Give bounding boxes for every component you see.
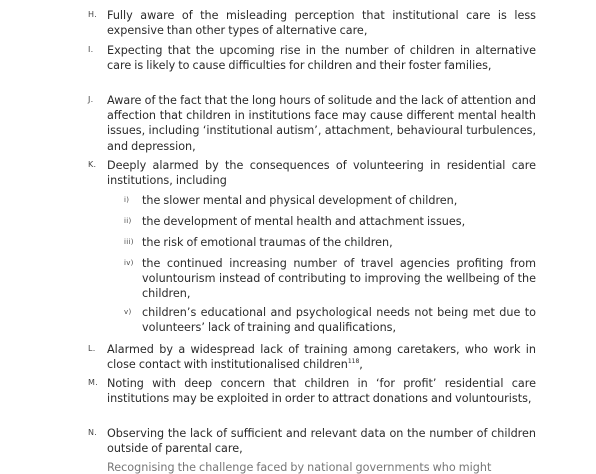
clause-marker: H. bbox=[88, 10, 98, 19]
footnote-ref: 118 bbox=[347, 358, 360, 366]
clause-m bbox=[88, 376, 536, 406]
subclause-text: the slower mental and physical development of children, bbox=[142, 194, 458, 207]
clause-n bbox=[88, 426, 536, 456]
clause-l-body: Alarmed by a widespread lack of training among caretakers, who work in close contact with institutionalised children bbox=[107, 343, 536, 372]
subclause-v bbox=[124, 305, 536, 335]
clause-text bbox=[107, 342, 536, 372]
clause-marker: K. bbox=[88, 160, 97, 169]
clause-marker: J. bbox=[88, 95, 94, 104]
subclause-text: the risk of emotional traumas of the children, bbox=[142, 236, 393, 249]
clause-marker: N. bbox=[88, 428, 98, 437]
clause-text: Aware of the fact that the long hours of solitude and the lack of attention and affection that children in institutions face may cause different mental health issues, including ‘institutional autism’, attachment, behavioural turbulences, and depression, bbox=[107, 94, 536, 153]
subclause-ii bbox=[124, 214, 536, 229]
clause-text: Observing the lack of sufficient and relevant data on the number of children outside of parental care, bbox=[107, 427, 536, 456]
subclause-text: children’s educational and psychological needs not being met due to volunteers’ lack of training and qualifications, bbox=[142, 306, 536, 335]
subclause-text: the development of mental health and attachment issues, bbox=[142, 215, 466, 228]
clause-i bbox=[88, 43, 536, 73]
clause-text: Expecting that the upcoming rise in the number of children in alternative care is likely to cause difficulties for children and their foster families, bbox=[107, 44, 536, 73]
subclause-marker: ii) bbox=[124, 217, 132, 225]
cutoff-clause bbox=[88, 460, 536, 474]
subclause-iv bbox=[124, 256, 536, 302]
clause-k bbox=[88, 158, 536, 188]
clause-l-suffix: , bbox=[359, 358, 363, 372]
cutoff-text: Recognising the challenge faced by national governments who might bbox=[107, 461, 492, 474]
subclause-i bbox=[124, 193, 536, 208]
clause-h bbox=[88, 8, 536, 38]
clause-marker: L. bbox=[88, 344, 96, 353]
clause-marker: M. bbox=[88, 378, 99, 387]
subclause-text: the continued increasing number of travel agencies profiting from voluntourism instead of contributing to improving the wellbeing of the children, bbox=[142, 257, 536, 301]
subclause-iii bbox=[124, 235, 536, 250]
clause-l bbox=[88, 342, 536, 372]
subclause-marker: iv) bbox=[124, 259, 134, 267]
clause-text: Deeply alarmed by the consequences of volunteering in residential care institutions, including bbox=[107, 159, 536, 188]
subclause-marker: i) bbox=[124, 196, 130, 204]
clause-j bbox=[88, 93, 536, 154]
clause-text: Fully aware of the misleading perception that institutional care is less expensive than other types of alternative care, bbox=[107, 9, 536, 38]
clause-text: Noting with deep concern that children in ‘for profit’ residential care institutions may be exploited in order to attract donations and voluntourists, bbox=[107, 377, 536, 406]
subclause-marker: iii) bbox=[124, 238, 134, 246]
subclause-marker: v) bbox=[124, 308, 132, 316]
clause-marker: I. bbox=[88, 45, 94, 54]
